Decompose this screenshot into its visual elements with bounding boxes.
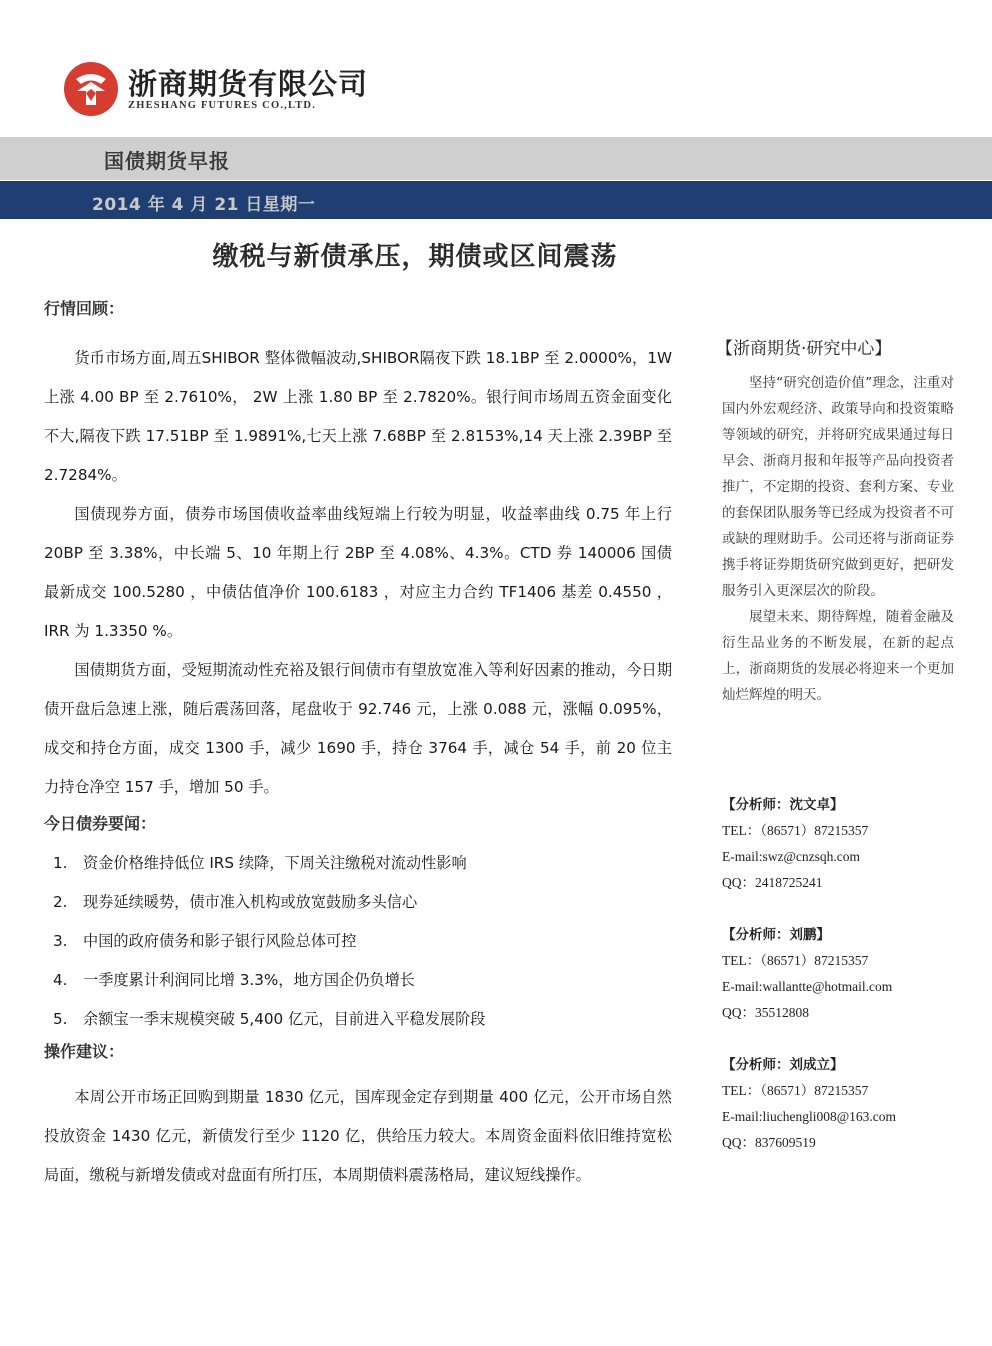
advice-title: 操作建议： <box>44 1042 125 1061</box>
analyst-tel: TEL：（86571）87215357 <box>722 953 869 968</box>
report-date: 2014 年 4 月 21 日星期一 <box>92 195 316 215</box>
analyst-card <box>722 792 962 896</box>
company-logo <box>62 60 369 120</box>
analyst-name: 【分析师：刘鹏】 <box>722 927 830 943</box>
review-paragraph-spot-bonds: 国债现券方面，债券市场国债收益率曲线短端上行较为明显，收益率曲线 0.75 年上行 20BP 至 3.38%，中长端 5、10 年期上行 2BP 至 4.08%、4.3%。CTD 券 140006 国债最新成交 100.5280 ，中债估值净价 100.6183 ，对应主力合约 TF1406 基差 0.4550 ， IRR 为 1.3350 %。 <box>44 505 672 640</box>
news-item <box>44 961 672 1000</box>
headline: 缴税与新债承压，期债或区间震荡 <box>212 242 618 272</box>
news-text: 中国的政府债务和影子银行风险总体可控 <box>83 932 357 950</box>
news-number: 5. <box>53 1010 68 1028</box>
news-number: 2. <box>53 893 68 911</box>
analyst-card <box>722 1052 962 1156</box>
news-text: 资金价格维持低位 IRS 续降，下周关注缴税对流动性影响 <box>83 854 467 872</box>
news-item <box>44 1000 672 1039</box>
analyst-qq: QQ：837609519 <box>722 1135 816 1150</box>
date-band <box>0 181 992 219</box>
analyst-name: 【分析师：沈文卓】 <box>722 797 844 813</box>
news-number: 3. <box>53 932 68 950</box>
advice-paragraph: 本周公开市场正回购到期量 1830 亿元，国库现金定存到期量 400 亿元，公开市场自然投放资金 1430 亿元，新债发行至少 1120 亿，供给压力较大。本周资金面料依旧维持宽松局面，缴税与新增发债或对盘面有所打压，本周期债料震荡格局，建议短线操作。 <box>44 1088 672 1184</box>
sidebar-intro-paragraph: 坚持“研究创造价值”理念，注重对国内外宏观经济、政策导向和投资策略等领域的研究，并将研究成果通过每日早会、浙商月报和年报等产品向投资者推广，不定期的投资、套利方案、专业的套保团队服务等已经成为投资者不可或缺的理财助手。公司还将与浙商证券携手将证券期货研究做到更好，把研发服务引入更深层次的阶段。 <box>722 375 954 599</box>
news-item <box>44 922 672 961</box>
news-title: 今日债券要闻： <box>44 814 157 833</box>
news-number: 4. <box>53 971 68 989</box>
review-paragraph-money-market: 货币市场方面,周五SHIBOR 整体微幅波动,SHIBOR隔夜下跌 18.1BP 至 2.0000%，1W 上涨 4.00 BP 至 2.7610%， 2W 上涨 1.80 BP 至 2.7820%。银行间市场周五资金面变化不大,隔夜下跌 17.51BP 至 1.9891%,七天上涨 7.68BP 至 2.8153%,14 天上涨 2.39BP 至 2.7284%。 <box>44 349 672 484</box>
review-paragraph-futures: 国债期货方面，受短期流动性充裕及银行间债市有望放宽准入等利好因素的推动，今日期债开盘后急速上涨，随后震荡回落，尾盘收于 92.746 元，上涨 0.088 元，涨幅 0.095%，成交和持仓方面，成交 1300 手，减少 1690 手，持仓 3764 手，减仓 54 手，前 20 位主力持仓净空 157 手，增加 50 手。 <box>44 661 672 796</box>
company-name-cn: 浙商期货有限公司 <box>128 67 369 101</box>
analyst-tel: TEL：（86571）87215357 <box>722 823 869 838</box>
main-column <box>44 296 672 1195</box>
analyst-tel: TEL：（86571）87215357 <box>722 1083 869 1098</box>
analyst-email: E-mail:wallantte@hotmail.com <box>722 979 893 994</box>
analyst-name: 【分析师：刘成立】 <box>722 1057 844 1073</box>
news-text: 余额宝一季末规模突破 5,400 亿元，目前进入平稳发展阶段 <box>83 1010 486 1028</box>
news-item <box>44 883 672 922</box>
zheshang-logo-icon <box>62 60 120 118</box>
sidebar-outlook-paragraph: 展望未来、期待辉煌，随着金融及衍生品业务的不断发展，在新的起点上，浙商期货的发展必将迎来一个更加灿烂辉煌的明天。 <box>722 609 954 703</box>
research-center-sidebar <box>716 334 954 708</box>
news-text: 一季度累计利润同比增 3.3%，地方国企仍负增长 <box>83 971 415 989</box>
report-type: 国债期货早报 <box>104 149 230 173</box>
review-title: 行情回顾： <box>44 299 125 318</box>
news-item <box>44 844 672 883</box>
analyst-qq: QQ：2418725241 <box>722 875 823 890</box>
sidebar-title: 【浙商期货·研究中心】 <box>716 339 892 359</box>
company-name-en: ZHESHANG FUTURES CO.,LTD. <box>128 100 317 111</box>
analyst-email: E-mail:liuchengli008@163.com <box>722 1109 897 1124</box>
analyst-card <box>722 922 962 1026</box>
analyst-qq: QQ：35512808 <box>722 1005 809 1020</box>
report-type-band <box>0 137 992 180</box>
news-text: 现券延续暖势，债市准入机构或放宽鼓励多头信心 <box>83 893 418 911</box>
news-list <box>44 844 672 1039</box>
analyst-email: E-mail:swz@cnzsqh.com <box>722 849 861 864</box>
news-number: 1. <box>53 854 68 872</box>
